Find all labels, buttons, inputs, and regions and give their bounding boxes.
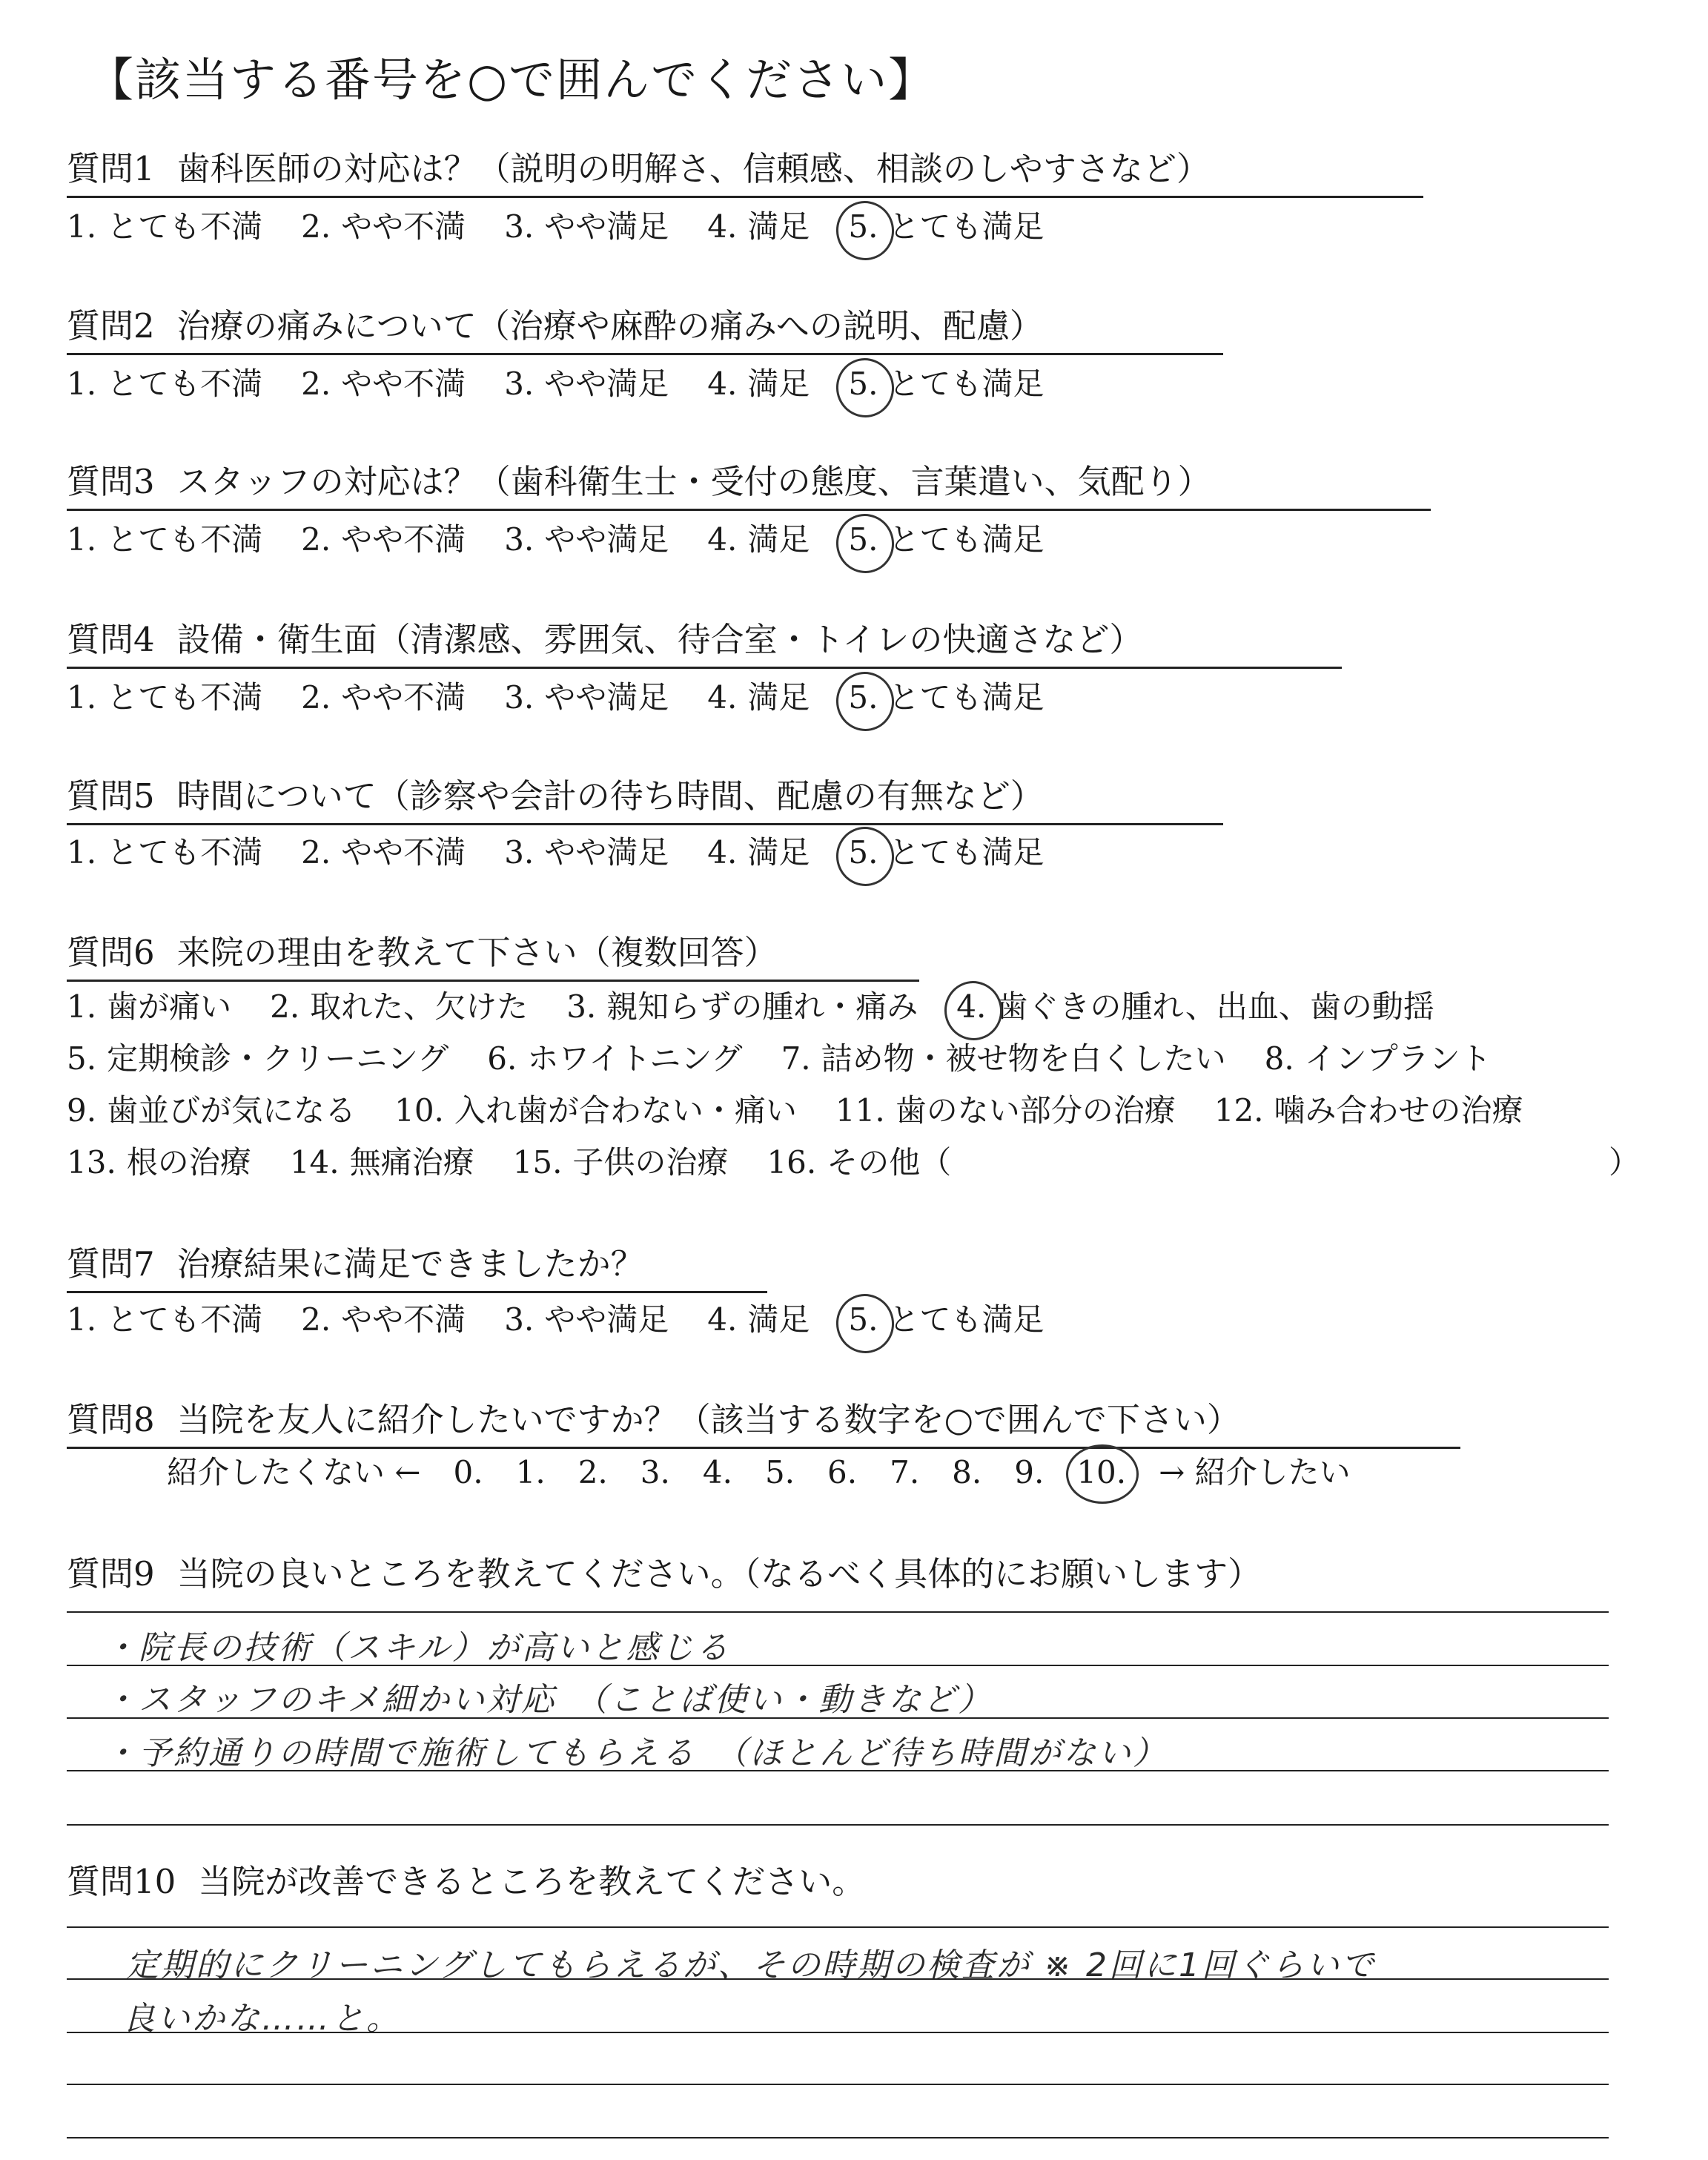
option-2[interactable]: 2. やや不満 (301, 521, 466, 558)
question-5-title (67, 774, 1223, 825)
question-10-number: 質問10 (67, 1862, 176, 1901)
option-2[interactable]: 2. やや不満 (301, 679, 466, 716)
option-5-selected[interactable]: 5. とても満足 (848, 679, 1045, 716)
option-3[interactable]: 3. やや満足 (504, 679, 669, 716)
reason-option[interactable]: 14. 無痛治療 (289, 1144, 474, 1180)
question-3-text: スタッフの対応は？（歯科衛生士・受付の態度、言葉遣い、気配り） (176, 462, 1211, 501)
scale-option-10-selected[interactable]: 10. (1076, 1452, 1126, 1493)
option-1[interactable]: 1. とても不満 (67, 1301, 263, 1338)
option-5-selected[interactable]: 5. とても満足 (848, 366, 1045, 402)
reason-option[interactable]: 2. 取れた、欠けた (270, 988, 529, 1025)
question-10-title (67, 1860, 865, 1904)
answer-line (67, 2084, 1609, 2085)
question-10-text: 当院が改善できるところを教えてください。 (198, 1862, 866, 1901)
option-2[interactable]: 2. やや不満 (301, 208, 466, 245)
reason-option[interactable]: 3. 親知らずの腫れ・痛み (566, 988, 918, 1025)
question-5-number: 質問5 (67, 776, 155, 816)
question-9-text: 当院の良いところを教えてください。（なるべく具体的にお願いします） (176, 1554, 1262, 1593)
question-8-title (67, 1398, 1460, 1449)
option-2[interactable]: 2. やや不満 (301, 1301, 466, 1338)
reason-option[interactable]: 7. 詰め物・被せ物を白くしたい (781, 1040, 1226, 1077)
option-4[interactable]: 4. 満足 (707, 1301, 810, 1338)
option-1[interactable]: 1. とても不満 (67, 208, 263, 245)
question-4-options (67, 677, 1082, 719)
scale-option-3[interactable]: 3. (640, 1454, 670, 1490)
question-3-number: 質問3 (67, 462, 155, 501)
question-9-title (67, 1552, 1261, 1596)
question-4-number: 質問4 (67, 620, 155, 659)
reason-option[interactable]: 10. 入れ歯が合わない・痛い (394, 1092, 797, 1129)
option-1[interactable]: 1. とても不満 (67, 679, 263, 716)
question-1-number: 質問1 (67, 149, 155, 188)
question-6-number: 質問6 (67, 933, 155, 972)
reason-option[interactable]: 15. 子供の治療 (512, 1144, 729, 1180)
option-4[interactable]: 4. 満足 (707, 366, 810, 402)
question-2-options (67, 363, 1082, 405)
option-2[interactable]: 2. やや不満 (301, 834, 466, 871)
scale-option-0[interactable]: 0. (453, 1454, 483, 1490)
reason-option[interactable]: 6. ホワイトニング (487, 1040, 743, 1077)
reason-option[interactable]: 8. インプラント (1264, 1040, 1492, 1077)
option-5-selected[interactable]: 5. とても満足 (848, 521, 1045, 558)
question-5-options (67, 832, 1082, 873)
option-3[interactable]: 3. やや満足 (504, 208, 669, 245)
question-4-title (67, 618, 1342, 669)
question-8-number: 質問8 (67, 1400, 155, 1439)
handwritten-answer-10-1: 定期的にクリーニングしてもらえるが、その時期の検査が ※ 2回に1回ぐらいで (126, 1946, 1376, 1984)
answer-line (67, 2137, 1609, 2138)
other-close-paren: ） (1609, 1144, 1641, 1180)
scale-option-5[interactable]: 5. (764, 1454, 795, 1490)
question-6-row-1 (67, 986, 1473, 1028)
reason-option[interactable]: 12. 噛み合わせの治療 (1214, 1092, 1523, 1129)
option-2[interactable]: 2. やや不満 (301, 366, 466, 402)
option-4[interactable]: 4. 満足 (707, 521, 810, 558)
option-4[interactable]: 4. 満足 (707, 834, 810, 871)
option-3[interactable]: 3. やや満足 (504, 1301, 669, 1338)
option-4[interactable]: 4. 満足 (707, 679, 810, 716)
question-8-scale (167, 1452, 1383, 1493)
question-7-text: 治療結果に満足できましたか？ (176, 1244, 644, 1284)
question-2-title (67, 304, 1223, 355)
option-5-selected[interactable]: 5. とても満足 (848, 834, 1045, 871)
scale-option-7[interactable]: 7. (890, 1454, 920, 1490)
question-3-options (67, 519, 1082, 561)
option-3[interactable]: 3. やや満足 (504, 521, 669, 558)
scale-left-label: 紹介したくない ← (167, 1454, 421, 1490)
option-1[interactable]: 1. とても不満 (67, 521, 263, 558)
reason-option[interactable]: 1. 歯が痛い (67, 988, 232, 1025)
reason-option-other[interactable]: 16. その他（ (767, 1144, 952, 1180)
option-3[interactable]: 3. やや満足 (504, 366, 669, 402)
scale-option-8[interactable]: 8. (952, 1454, 982, 1490)
reason-option-selected[interactable]: 4. 歯ぐきの腫れ、出血、歯の動揺 (956, 988, 1434, 1025)
answer-line (67, 1926, 1609, 1928)
reason-option[interactable]: 13. 根の治療 (67, 1144, 251, 1180)
question-9-number: 質問9 (67, 1554, 155, 1593)
scale-option-2[interactable]: 2. (577, 1454, 608, 1490)
question-5-text: 時間について（診察や会計の待ち時間、配慮の有無など） (176, 776, 1044, 816)
answer-line (67, 1611, 1609, 1613)
handwritten-answer-9-3: ・予約通りの時間で施術してもらえる （ほとんど待ち時間がない） (104, 1734, 1168, 1772)
question-6-title (67, 931, 919, 982)
question-2-number: 質問2 (67, 306, 155, 346)
scale-right-label: → 紹介したい (1159, 1454, 1351, 1490)
question-3-title (67, 460, 1431, 511)
handwritten-answer-9-1: ・院長の技術（スキル）が高いと感じる (104, 1629, 731, 1667)
option-4[interactable]: 4. 満足 (707, 208, 810, 245)
question-7-number: 質問7 (67, 1244, 155, 1284)
question-6-text: 来院の理由を教えて下さい（複数回答） (176, 933, 778, 972)
option-1[interactable]: 1. とても不満 (67, 834, 263, 871)
question-6-row-3 (67, 1090, 1562, 1132)
reason-option[interactable]: 11. 歯のない部分の治療 (835, 1092, 1176, 1129)
question-7-options (67, 1299, 1082, 1341)
option-5-selected[interactable]: 5. とても満足 (848, 208, 1045, 245)
question-1-text: 歯科医師の対応は？（説明の明解さ、信頼感、相談のしやすさなど） (176, 149, 1210, 188)
question-8-text: 当院を友人に紹介したいですか？（該当する数字を○で囲んで下さい） (176, 1400, 1240, 1439)
reason-option[interactable]: 9. 歯並びが気になる (67, 1092, 357, 1129)
scale-option-9[interactable]: 9. (1014, 1454, 1045, 1490)
question-6-row-4 (67, 1142, 990, 1183)
question-6-row-2 (67, 1038, 1530, 1080)
question-1-options (67, 206, 1082, 248)
option-5-selected[interactable]: 5. とても満足 (848, 1301, 1045, 1338)
option-3[interactable]: 3. やや満足 (504, 834, 669, 871)
scale-option-1[interactable]: 1. (515, 1454, 546, 1490)
scale-option-6[interactable]: 6. (827, 1454, 858, 1490)
handwritten-answer-10-2: 良いかな……と。 (122, 2000, 401, 2038)
form-header: 【該当する番号を○で囲んでください】 (87, 53, 936, 107)
reason-option[interactable]: 5. 定期検診・クリーニング (67, 1040, 449, 1077)
answer-line (67, 1824, 1609, 1826)
question-7-title (67, 1242, 767, 1293)
question-1-title (67, 147, 1423, 198)
option-1[interactable]: 1. とても不満 (67, 366, 263, 402)
scale-option-4[interactable]: 4. (702, 1454, 732, 1490)
handwritten-answer-9-2: ・スタッフのキメ細かい対応 （ことば使い・動きなど） (104, 1681, 993, 1719)
question-4-text: 設備・衛生面（清潔感、雰囲気、待合室・トイレの快適さなど） (176, 620, 1143, 659)
question-2-text: 治療の痛みについて（治療や麻酔の痛みへの説明、配慮） (176, 306, 1043, 346)
